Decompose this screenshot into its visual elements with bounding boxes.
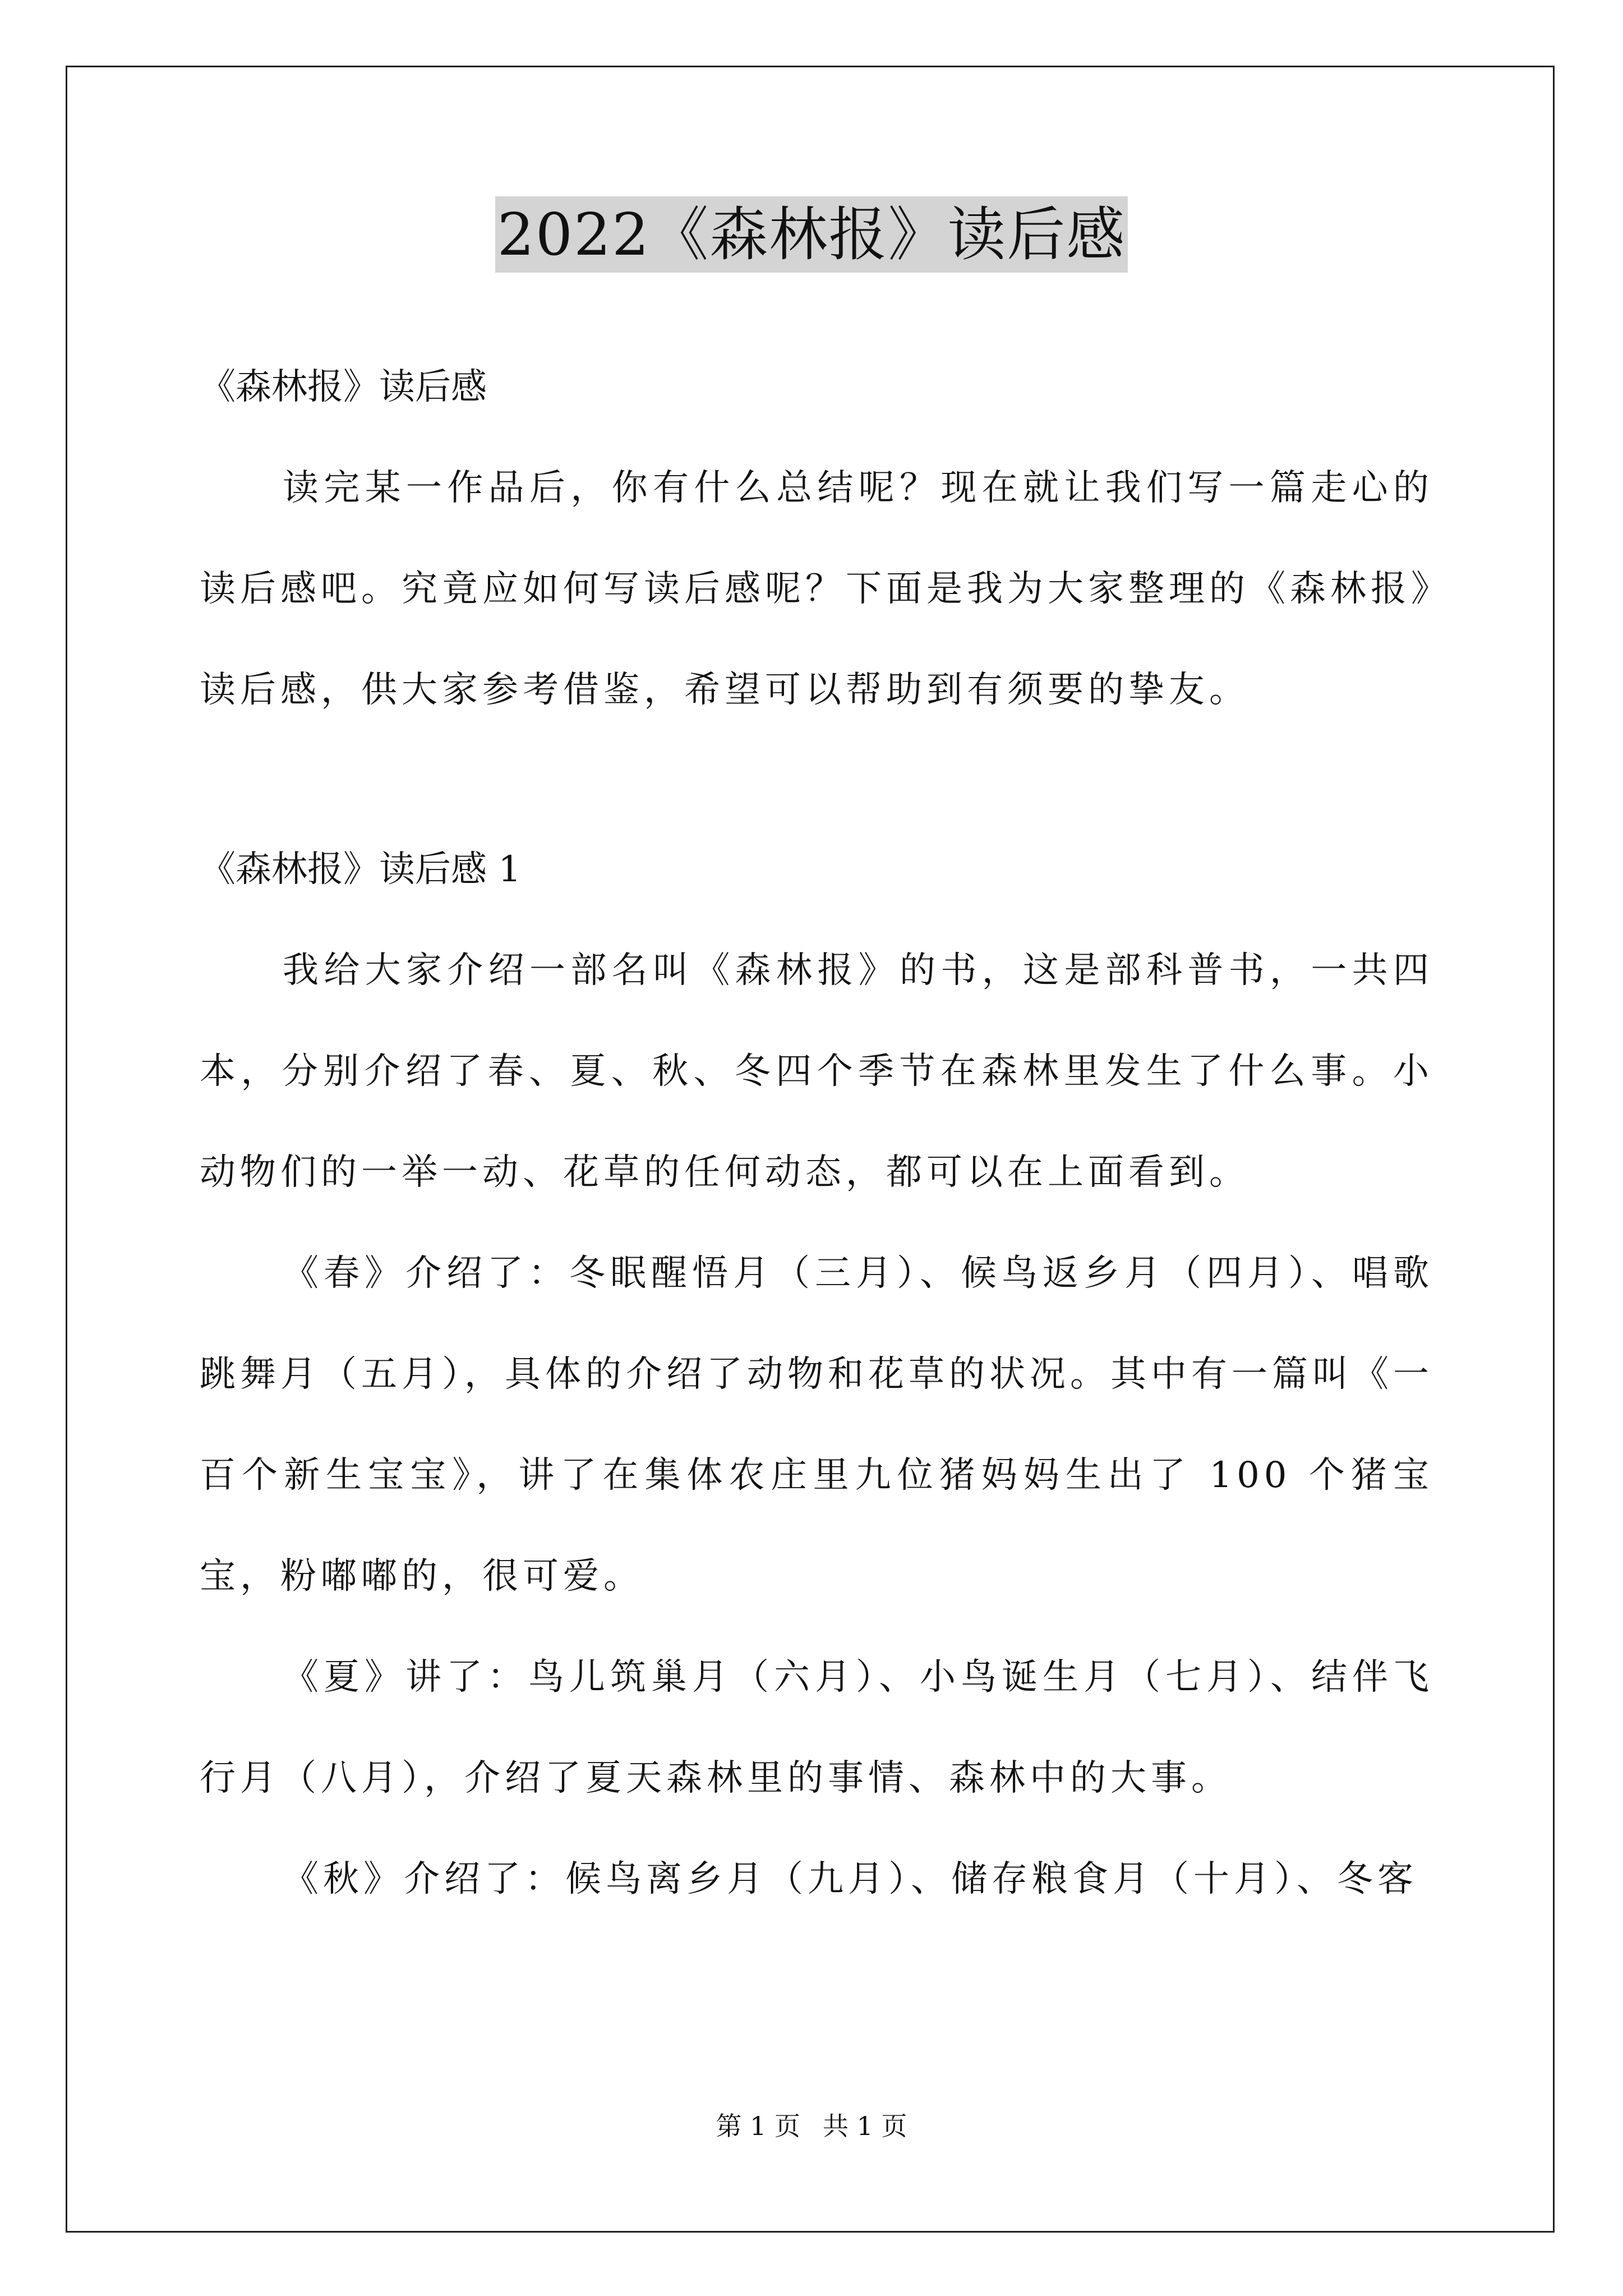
page-total: 共 1 页 <box>823 2111 907 2141</box>
page-number: 第 1 页 <box>716 2111 800 2141</box>
document-title: 2022《森林报》读后感 <box>495 196 1128 273</box>
spacer <box>200 740 1433 819</box>
page-footer <box>0 2109 1623 2143</box>
document-body <box>200 337 1433 1930</box>
paragraph: 我给大家介绍一部名叫《森林报》的书，这是部科普书，一共四本，分别介绍了春、夏、秋、冬四个季节在森林里发生了什么事。小动物们的一举一动、花草的任何动态，都可以在上面看到。 <box>200 950 1433 1193</box>
paragraph: 《秋》介绍了：候鸟离乡月（九月）、储存粮食月（十月）、冬客 <box>283 1858 1418 1900</box>
title-container <box>0 196 1623 273</box>
paragraph: 《夏》讲了：鸟儿筑巢月（六月）、小鸟诞生月（七月）、结伴飞行月（八月），介绍了夏天森林里的事情、森林中的大事。 <box>200 1657 1433 1799</box>
subtitle: 《森林报》读后感 <box>200 366 487 408</box>
intro-paragraph: 读完某一作品后，你有什么总结呢？现在就让我们写一篇走心的读后感吧。究竟应如何写读后感呢？下面是我为大家整理的《森林报》读后感，供大家参考借鉴，希望可以帮助到有须要的挚友。 <box>200 467 1433 711</box>
paragraph: 《春》介绍了：冬眠醒悟月（三月）、候鸟返乡月（四月）、唱歌跳舞月（五月），具体的介绍了动物和花草的状况。其中有一篇叫《一百个新生宝宝》，讲了在集体农庄里九位猪妈妈生出了 100 个猪宝宝，粉嘟嘟的，很可爱。 <box>200 1253 1433 1597</box>
section-heading: 《森林报》读后感 1 <box>200 849 522 890</box>
